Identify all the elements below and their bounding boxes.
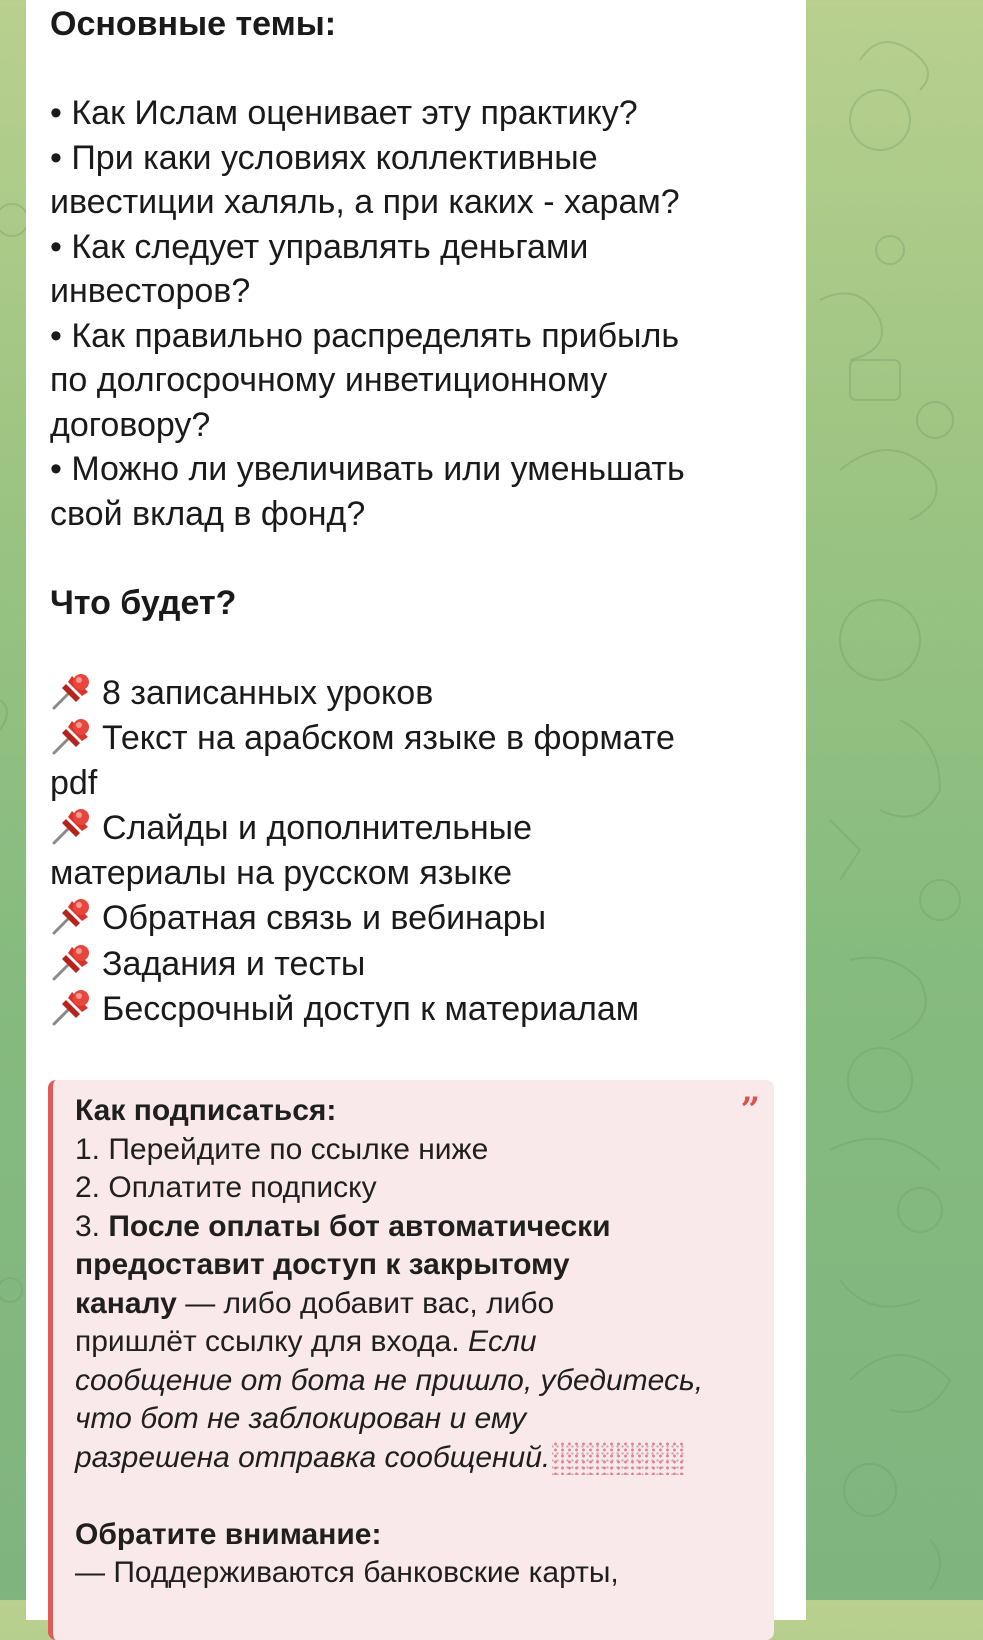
feature-line (50, 761, 780, 806)
message-bubble (26, 0, 806, 1620)
feature-text: Задания и тесты (102, 944, 366, 983)
step-3-line (75, 1208, 734, 1247)
feature-line (50, 986, 780, 1032)
step-3-italic: Если (467, 1325, 537, 1358)
italic-note-line: что бот не заблокирован и ему (75, 1402, 527, 1435)
feature-text: 8 записанных уроков (102, 673, 434, 712)
features-heading: Что будет? (50, 583, 237, 622)
feature-text: Обратная связь и вебинары (102, 899, 547, 937)
step-1: 1. Перейдите по ссылке ниже (75, 1132, 489, 1166)
topic-line: • Как Ислам оценивает эту практику? (50, 94, 638, 132)
topics-heading: Основные темы: (50, 5, 337, 43)
step-3-text: пришлёт ссылку для входа. (75, 1325, 468, 1358)
italic-note-line: сообщение от бота не пришло, убедитесь, (75, 1363, 704, 1397)
feature-line (50, 670, 780, 716)
feature-text: Текст на арабском языке в формате (102, 719, 675, 757)
attention-heading: Обратите внимание: (75, 1517, 382, 1551)
feature-text: Бессрочный доступ к материалам (102, 990, 640, 1028)
step-3-line (75, 1323, 734, 1362)
feature-line (50, 805, 780, 851)
step-3-number: 3. (75, 1209, 109, 1243)
feature-text: материалы на русском языке (50, 853, 513, 892)
feature-text: pdf (50, 763, 98, 802)
feature-line (50, 851, 780, 896)
topic-line: ивестиции халяль, а при каких - харам? (50, 183, 680, 221)
step-3-text: — либо добавит вас, либо (176, 1286, 555, 1320)
italic-note-line (75, 1439, 734, 1478)
step-3-bold: каналу (75, 1286, 177, 1320)
topic-line: свой вклад в фонд? (50, 494, 366, 533)
attention-line: — Поддерживаются банковские карты, (75, 1556, 619, 1589)
pushpin-icon (50, 670, 94, 710)
feature-text: Слайды и дополнительные (102, 809, 533, 847)
feature-line (50, 715, 780, 761)
quote-icon: ” (740, 1090, 760, 1130)
step-3-bold: После оплаты бот автоматически (108, 1209, 611, 1243)
pushpin-icon (50, 986, 94, 1026)
feature-line (50, 941, 780, 987)
topic-line: • Как правильно распределять прибыль (50, 316, 680, 355)
topic-line: по долгосрочному инветиционному (50, 361, 608, 399)
pushpin-icon (50, 941, 94, 981)
spoiler-hidden-text[interactable] (552, 1441, 684, 1475)
topic-line: инвесторов? (50, 272, 251, 310)
pushpin-icon (50, 715, 94, 755)
italic-note-text: разрешена отправка сообщений. (75, 1440, 551, 1474)
topic-line: • Как следует управлять деньгами (50, 227, 589, 266)
topic-line: • При каки условиях коллективные (50, 138, 598, 177)
topic-line: • Можно ли увеличивать или уменьшать (50, 450, 685, 488)
step-3-bold-line: предоставит доступ к закрытому (75, 1248, 570, 1281)
step-3-line (75, 1285, 734, 1324)
pushpin-icon (50, 805, 94, 845)
features-list (50, 670, 780, 1032)
step-2: 2. Оплатите подписку (75, 1171, 377, 1204)
topic-line: договору? (50, 405, 211, 444)
subscribe-heading: Как подписаться: (75, 1094, 337, 1127)
subscription-quote-block (48, 1080, 774, 1640)
feature-line (50, 895, 780, 941)
pushpin-icon (50, 895, 94, 935)
